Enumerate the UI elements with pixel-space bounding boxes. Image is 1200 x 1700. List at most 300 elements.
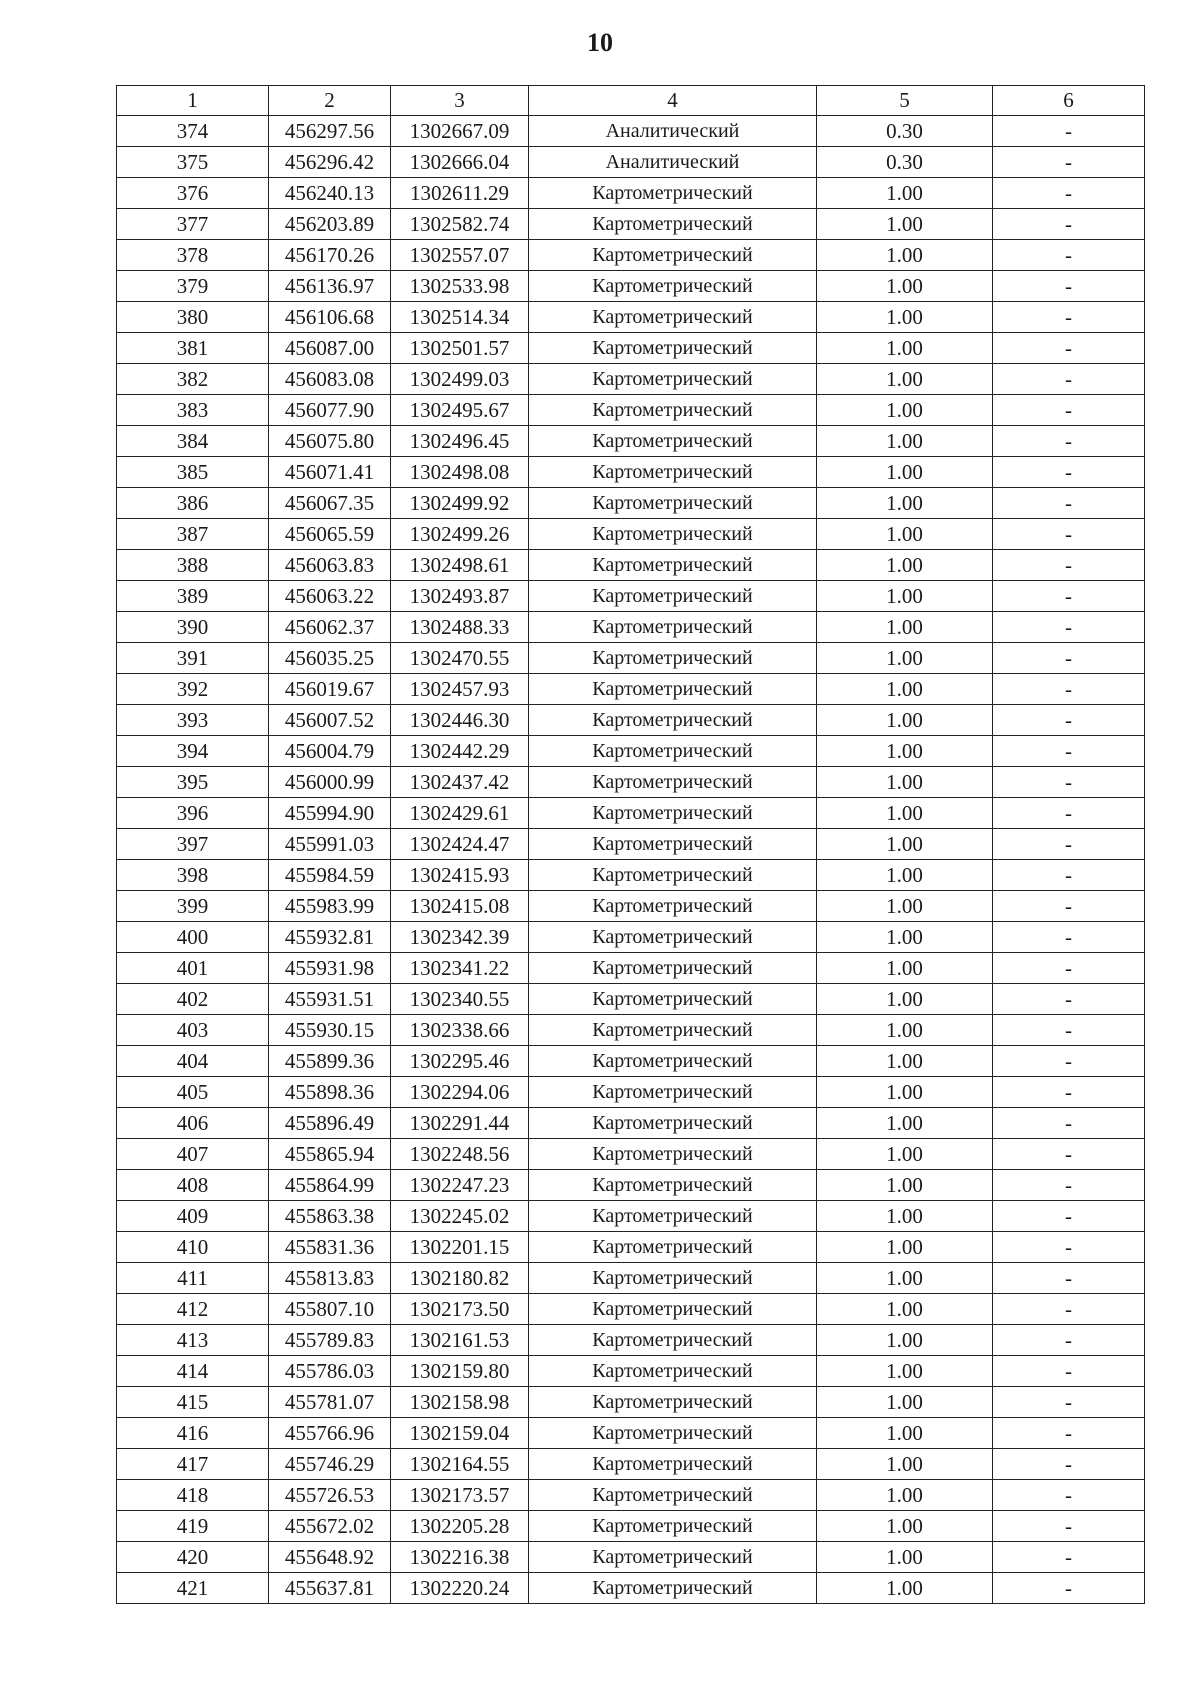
method-cell: Картометрический xyxy=(529,1201,817,1232)
table-row xyxy=(117,612,1145,643)
note-cell: - xyxy=(993,1232,1145,1263)
point-number-cell: 420 xyxy=(117,1542,269,1573)
coord-y-cell: 1302666.04 xyxy=(391,147,529,178)
coord-x-cell: 456077.90 xyxy=(269,395,391,426)
accuracy-cell: 1.00 xyxy=(817,860,993,891)
accuracy-cell: 1.00 xyxy=(817,488,993,519)
coord-x-cell: 456240.13 xyxy=(269,178,391,209)
table-row xyxy=(117,1325,1145,1356)
coord-x-cell: 456075.80 xyxy=(269,426,391,457)
point-number-cell: 408 xyxy=(117,1170,269,1201)
coord-x-cell: 456203.89 xyxy=(269,209,391,240)
note-cell: - xyxy=(993,1449,1145,1480)
accuracy-cell: 1.00 xyxy=(817,1170,993,1201)
table-row xyxy=(117,1511,1145,1542)
point-number-cell: 404 xyxy=(117,1046,269,1077)
coord-x-cell: 455931.51 xyxy=(269,984,391,1015)
coord-y-cell: 1302415.93 xyxy=(391,860,529,891)
method-cell: Картометрический xyxy=(529,1108,817,1139)
method-cell: Картометрический xyxy=(529,209,817,240)
method-cell: Картометрический xyxy=(529,457,817,488)
accuracy-cell: 1.00 xyxy=(817,674,993,705)
coord-x-cell: 456007.52 xyxy=(269,705,391,736)
coord-x-cell: 455896.49 xyxy=(269,1108,391,1139)
accuracy-cell: 1.00 xyxy=(817,581,993,612)
method-cell: Картометрический xyxy=(529,1480,817,1511)
point-number-cell: 412 xyxy=(117,1294,269,1325)
coord-x-cell: 456136.97 xyxy=(269,271,391,302)
point-number-cell: 389 xyxy=(117,581,269,612)
table-row xyxy=(117,643,1145,674)
coord-y-cell: 1302429.61 xyxy=(391,798,529,829)
coord-x-cell: 456083.08 xyxy=(269,364,391,395)
coord-y-cell: 1302158.98 xyxy=(391,1387,529,1418)
accuracy-cell: 1.00 xyxy=(817,922,993,953)
method-cell: Картометрический xyxy=(529,1542,817,1573)
coord-x-cell: 455991.03 xyxy=(269,829,391,860)
note-cell: - xyxy=(993,705,1145,736)
coord-y-cell: 1302295.46 xyxy=(391,1046,529,1077)
accuracy-cell: 1.00 xyxy=(817,798,993,829)
table-row xyxy=(117,1480,1145,1511)
table-row xyxy=(117,1232,1145,1263)
note-cell: - xyxy=(993,860,1145,891)
coord-y-cell: 1302341.22 xyxy=(391,953,529,984)
table-row xyxy=(117,767,1145,798)
column-header: 5 xyxy=(817,86,993,116)
point-number-cell: 416 xyxy=(117,1418,269,1449)
accuracy-cell: 1.00 xyxy=(817,1480,993,1511)
point-number-cell: 378 xyxy=(117,240,269,271)
coord-x-cell: 455865.94 xyxy=(269,1139,391,1170)
method-cell: Картометрический xyxy=(529,1511,817,1542)
note-cell: - xyxy=(993,798,1145,829)
coord-x-cell: 456071.41 xyxy=(269,457,391,488)
table-row xyxy=(117,147,1145,178)
point-number-cell: 405 xyxy=(117,1077,269,1108)
accuracy-cell: 1.00 xyxy=(817,643,993,674)
method-cell: Картометрический xyxy=(529,1263,817,1294)
note-cell: - xyxy=(993,395,1145,426)
coord-y-cell: 1302498.61 xyxy=(391,550,529,581)
note-cell: - xyxy=(993,674,1145,705)
point-number-cell: 390 xyxy=(117,612,269,643)
table-row xyxy=(117,705,1145,736)
method-cell: Картометрический xyxy=(529,1387,817,1418)
coord-x-cell: 456063.22 xyxy=(269,581,391,612)
point-number-cell: 414 xyxy=(117,1356,269,1387)
page-number: 10 xyxy=(587,28,613,57)
method-cell: Картометрический xyxy=(529,1170,817,1201)
method-cell: Картометрический xyxy=(529,550,817,581)
coord-y-cell: 1302159.80 xyxy=(391,1356,529,1387)
header-row xyxy=(117,86,1145,116)
coord-x-cell: 455932.81 xyxy=(269,922,391,953)
coord-x-cell: 455898.36 xyxy=(269,1077,391,1108)
table-row xyxy=(117,488,1145,519)
coord-y-cell: 1302514.34 xyxy=(391,302,529,333)
coord-x-cell: 456063.83 xyxy=(269,550,391,581)
note-cell: - xyxy=(993,922,1145,953)
note-cell: - xyxy=(993,984,1145,1015)
table-row xyxy=(117,240,1145,271)
coord-x-cell: 455994.90 xyxy=(269,798,391,829)
table-row xyxy=(117,364,1145,395)
coord-y-cell: 1302667.09 xyxy=(391,116,529,147)
point-number-cell: 386 xyxy=(117,488,269,519)
note-cell: - xyxy=(993,581,1145,612)
coord-x-cell: 455786.03 xyxy=(269,1356,391,1387)
note-cell: - xyxy=(993,271,1145,302)
table-row xyxy=(117,1201,1145,1232)
coord-x-cell: 456000.99 xyxy=(269,767,391,798)
coord-x-cell: 455807.10 xyxy=(269,1294,391,1325)
coord-x-cell: 456170.26 xyxy=(269,240,391,271)
coord-x-cell: 456062.37 xyxy=(269,612,391,643)
accuracy-cell: 1.00 xyxy=(817,302,993,333)
note-cell: - xyxy=(993,643,1145,674)
table-row xyxy=(117,1015,1145,1046)
coord-y-cell: 1302247.23 xyxy=(391,1170,529,1201)
method-cell: Картометрический xyxy=(529,891,817,922)
table-body xyxy=(117,116,1145,1604)
table-row xyxy=(117,333,1145,364)
accuracy-cell: 1.00 xyxy=(817,767,993,798)
coord-y-cell: 1302495.67 xyxy=(391,395,529,426)
coord-x-cell: 455781.07 xyxy=(269,1387,391,1418)
method-cell: Картометрический xyxy=(529,581,817,612)
method-cell: Картометрический xyxy=(529,953,817,984)
note-cell: - xyxy=(993,1573,1145,1604)
coord-y-cell: 1302533.98 xyxy=(391,271,529,302)
coord-x-cell: 456019.67 xyxy=(269,674,391,705)
coord-x-cell: 456087.00 xyxy=(269,333,391,364)
coord-x-cell: 456106.68 xyxy=(269,302,391,333)
note-cell: - xyxy=(993,457,1145,488)
note-cell: - xyxy=(993,519,1145,550)
accuracy-cell: 1.00 xyxy=(817,178,993,209)
coord-y-cell: 1302499.03 xyxy=(391,364,529,395)
accuracy-cell: 1.00 xyxy=(817,550,993,581)
coord-y-cell: 1302245.02 xyxy=(391,1201,529,1232)
coord-x-cell: 455637.81 xyxy=(269,1573,391,1604)
column-header: 3 xyxy=(391,86,529,116)
method-cell: Картометрический xyxy=(529,178,817,209)
table-row xyxy=(117,829,1145,860)
note-cell: - xyxy=(993,550,1145,581)
accuracy-cell: 1.00 xyxy=(817,1139,993,1170)
note-cell: - xyxy=(993,426,1145,457)
coord-y-cell: 1302340.55 xyxy=(391,984,529,1015)
note-cell: - xyxy=(993,1170,1145,1201)
note-cell: - xyxy=(993,1201,1145,1232)
accuracy-cell: 1.00 xyxy=(817,891,993,922)
accuracy-cell: 1.00 xyxy=(817,1232,993,1263)
coord-x-cell: 456297.56 xyxy=(269,116,391,147)
coord-x-cell: 455864.99 xyxy=(269,1170,391,1201)
method-cell: Картометрический xyxy=(529,364,817,395)
table-row xyxy=(117,209,1145,240)
point-number-cell: 419 xyxy=(117,1511,269,1542)
point-number-cell: 392 xyxy=(117,674,269,705)
method-cell: Картометрический xyxy=(529,922,817,953)
table-row xyxy=(117,1077,1145,1108)
coord-y-cell: 1302338.66 xyxy=(391,1015,529,1046)
coord-y-cell: 1302180.82 xyxy=(391,1263,529,1294)
note-cell: - xyxy=(993,1387,1145,1418)
table-row xyxy=(117,1449,1145,1480)
note-cell: - xyxy=(993,1139,1145,1170)
table-row xyxy=(117,1139,1145,1170)
point-number-cell: 407 xyxy=(117,1139,269,1170)
accuracy-cell: 1.00 xyxy=(817,1108,993,1139)
coord-y-cell: 1302159.04 xyxy=(391,1418,529,1449)
method-cell: Картометрический xyxy=(529,1325,817,1356)
table-row xyxy=(117,116,1145,147)
point-number-cell: 395 xyxy=(117,767,269,798)
coord-y-cell: 1302499.26 xyxy=(391,519,529,550)
method-cell: Картометрический xyxy=(529,271,817,302)
coord-y-cell: 1302582.74 xyxy=(391,209,529,240)
accuracy-cell: 1.00 xyxy=(817,426,993,457)
method-cell: Картометрический xyxy=(529,674,817,705)
point-number-cell: 374 xyxy=(117,116,269,147)
note-cell: - xyxy=(993,1356,1145,1387)
accuracy-cell: 0.30 xyxy=(817,116,993,147)
point-number-cell: 376 xyxy=(117,178,269,209)
note-cell: - xyxy=(993,1294,1145,1325)
coord-x-cell: 456035.25 xyxy=(269,643,391,674)
coord-y-cell: 1302216.38 xyxy=(391,1542,529,1573)
table-row xyxy=(117,1170,1145,1201)
method-cell: Картометрический xyxy=(529,1015,817,1046)
method-cell: Картометрический xyxy=(529,333,817,364)
table-row xyxy=(117,922,1145,953)
coord-y-cell: 1302173.50 xyxy=(391,1294,529,1325)
accuracy-cell: 0.30 xyxy=(817,147,993,178)
point-number-cell: 391 xyxy=(117,643,269,674)
note-cell: - xyxy=(993,1015,1145,1046)
method-cell: Аналитический xyxy=(529,116,817,147)
column-header: 2 xyxy=(269,86,391,116)
coord-y-cell: 1302493.87 xyxy=(391,581,529,612)
note-cell: - xyxy=(993,178,1145,209)
method-cell: Картометрический xyxy=(529,1418,817,1449)
accuracy-cell: 1.00 xyxy=(817,333,993,364)
table-row xyxy=(117,271,1145,302)
note-cell: - xyxy=(993,333,1145,364)
column-header: 6 xyxy=(993,86,1145,116)
coord-y-cell: 1302457.93 xyxy=(391,674,529,705)
accuracy-cell: 1.00 xyxy=(817,736,993,767)
point-number-cell: 387 xyxy=(117,519,269,550)
table-row xyxy=(117,302,1145,333)
accuracy-cell: 1.00 xyxy=(817,1542,993,1573)
coord-x-cell: 455831.36 xyxy=(269,1232,391,1263)
table-row xyxy=(117,581,1145,612)
table-row xyxy=(117,891,1145,922)
note-cell: - xyxy=(993,1542,1145,1573)
note-cell: - xyxy=(993,147,1145,178)
accuracy-cell: 1.00 xyxy=(817,1573,993,1604)
method-cell: Картометрический xyxy=(529,829,817,860)
accuracy-cell: 1.00 xyxy=(817,209,993,240)
accuracy-cell: 1.00 xyxy=(817,1418,993,1449)
point-number-cell: 402 xyxy=(117,984,269,1015)
method-cell: Картометрический xyxy=(529,1046,817,1077)
method-cell: Картометрический xyxy=(529,1356,817,1387)
coord-x-cell: 455899.36 xyxy=(269,1046,391,1077)
coord-y-cell: 1302161.53 xyxy=(391,1325,529,1356)
table-row xyxy=(117,1542,1145,1573)
accuracy-cell: 1.00 xyxy=(817,240,993,271)
table-row xyxy=(117,1356,1145,1387)
note-cell: - xyxy=(993,1511,1145,1542)
accuracy-cell: 1.00 xyxy=(817,364,993,395)
point-number-cell: 393 xyxy=(117,705,269,736)
point-number-cell: 403 xyxy=(117,1015,269,1046)
note-cell: - xyxy=(993,1263,1145,1294)
coord-y-cell: 1302248.56 xyxy=(391,1139,529,1170)
coord-y-cell: 1302470.55 xyxy=(391,643,529,674)
method-cell: Картометрический xyxy=(529,643,817,674)
method-cell: Картометрический xyxy=(529,736,817,767)
table-row xyxy=(117,457,1145,488)
point-number-cell: 383 xyxy=(117,395,269,426)
table-row xyxy=(117,550,1145,581)
coordinates-table xyxy=(116,85,1145,1604)
coord-y-cell: 1302424.47 xyxy=(391,829,529,860)
accuracy-cell: 1.00 xyxy=(817,984,993,1015)
coord-x-cell: 455672.02 xyxy=(269,1511,391,1542)
point-number-cell: 418 xyxy=(117,1480,269,1511)
accuracy-cell: 1.00 xyxy=(817,457,993,488)
table-row xyxy=(117,1294,1145,1325)
method-cell: Картометрический xyxy=(529,984,817,1015)
method-cell: Картометрический xyxy=(529,395,817,426)
point-number-cell: 397 xyxy=(117,829,269,860)
coord-y-cell: 1302611.29 xyxy=(391,178,529,209)
coord-x-cell: 456296.42 xyxy=(269,147,391,178)
note-cell: - xyxy=(993,116,1145,147)
coord-y-cell: 1302499.92 xyxy=(391,488,529,519)
point-number-cell: 398 xyxy=(117,860,269,891)
coord-y-cell: 1302220.24 xyxy=(391,1573,529,1604)
point-number-cell: 396 xyxy=(117,798,269,829)
coord-x-cell: 455930.15 xyxy=(269,1015,391,1046)
coord-x-cell: 455983.99 xyxy=(269,891,391,922)
coord-y-cell: 1302496.45 xyxy=(391,426,529,457)
point-number-cell: 377 xyxy=(117,209,269,240)
note-cell: - xyxy=(993,488,1145,519)
note-cell: - xyxy=(993,891,1145,922)
method-cell: Картометрический xyxy=(529,612,817,643)
coord-y-cell: 1302201.15 xyxy=(391,1232,529,1263)
accuracy-cell: 1.00 xyxy=(817,612,993,643)
point-number-cell: 385 xyxy=(117,457,269,488)
point-number-cell: 411 xyxy=(117,1263,269,1294)
coord-x-cell: 455931.98 xyxy=(269,953,391,984)
accuracy-cell: 1.00 xyxy=(817,271,993,302)
coord-x-cell: 455813.83 xyxy=(269,1263,391,1294)
coord-x-cell: 455863.38 xyxy=(269,1201,391,1232)
method-cell: Картометрический xyxy=(529,767,817,798)
method-cell: Картометрический xyxy=(529,1573,817,1604)
point-number-cell: 399 xyxy=(117,891,269,922)
point-number-cell: 401 xyxy=(117,953,269,984)
method-cell: Картометрический xyxy=(529,1139,817,1170)
table-row xyxy=(117,736,1145,767)
column-header: 4 xyxy=(529,86,817,116)
point-number-cell: 394 xyxy=(117,736,269,767)
method-cell: Аналитический xyxy=(529,147,817,178)
point-number-cell: 379 xyxy=(117,271,269,302)
note-cell: - xyxy=(993,1108,1145,1139)
point-number-cell: 406 xyxy=(117,1108,269,1139)
note-cell: - xyxy=(993,736,1145,767)
coord-x-cell: 455726.53 xyxy=(269,1480,391,1511)
method-cell: Картометрический xyxy=(529,426,817,457)
note-cell: - xyxy=(993,240,1145,271)
coord-y-cell: 1302557.07 xyxy=(391,240,529,271)
method-cell: Картометрический xyxy=(529,705,817,736)
coord-x-cell: 455789.83 xyxy=(269,1325,391,1356)
coord-y-cell: 1302294.06 xyxy=(391,1077,529,1108)
accuracy-cell: 1.00 xyxy=(817,829,993,860)
coord-x-cell: 455766.96 xyxy=(269,1418,391,1449)
table-row xyxy=(117,1046,1145,1077)
coord-y-cell: 1302291.44 xyxy=(391,1108,529,1139)
table-row xyxy=(117,519,1145,550)
note-cell: - xyxy=(993,1418,1145,1449)
point-number-cell: 410 xyxy=(117,1232,269,1263)
accuracy-cell: 1.00 xyxy=(817,1046,993,1077)
coord-x-cell: 455648.92 xyxy=(269,1542,391,1573)
table-row xyxy=(117,1387,1145,1418)
point-number-cell: 375 xyxy=(117,147,269,178)
table-row xyxy=(117,1418,1145,1449)
table-row xyxy=(117,178,1145,209)
point-number-cell: 380 xyxy=(117,302,269,333)
coord-y-cell: 1302437.42 xyxy=(391,767,529,798)
coord-x-cell: 456004.79 xyxy=(269,736,391,767)
coord-y-cell: 1302342.39 xyxy=(391,922,529,953)
table-row xyxy=(117,1263,1145,1294)
table-row xyxy=(117,395,1145,426)
coord-y-cell: 1302501.57 xyxy=(391,333,529,364)
coord-x-cell: 456065.59 xyxy=(269,519,391,550)
accuracy-cell: 1.00 xyxy=(817,1201,993,1232)
point-number-cell: 400 xyxy=(117,922,269,953)
point-number-cell: 382 xyxy=(117,364,269,395)
table-row xyxy=(117,426,1145,457)
coord-y-cell: 1302442.29 xyxy=(391,736,529,767)
accuracy-cell: 1.00 xyxy=(817,1511,993,1542)
coord-y-cell: 1302164.55 xyxy=(391,1449,529,1480)
point-number-cell: 421 xyxy=(117,1573,269,1604)
method-cell: Картометрический xyxy=(529,519,817,550)
coord-y-cell: 1302205.28 xyxy=(391,1511,529,1542)
table-row xyxy=(117,860,1145,891)
note-cell: - xyxy=(993,1046,1145,1077)
point-number-cell: 415 xyxy=(117,1387,269,1418)
table-row xyxy=(117,1108,1145,1139)
coord-y-cell: 1302173.57 xyxy=(391,1480,529,1511)
note-cell: - xyxy=(993,612,1145,643)
method-cell: Картометрический xyxy=(529,1077,817,1108)
accuracy-cell: 1.00 xyxy=(817,1325,993,1356)
method-cell: Картометрический xyxy=(529,240,817,271)
